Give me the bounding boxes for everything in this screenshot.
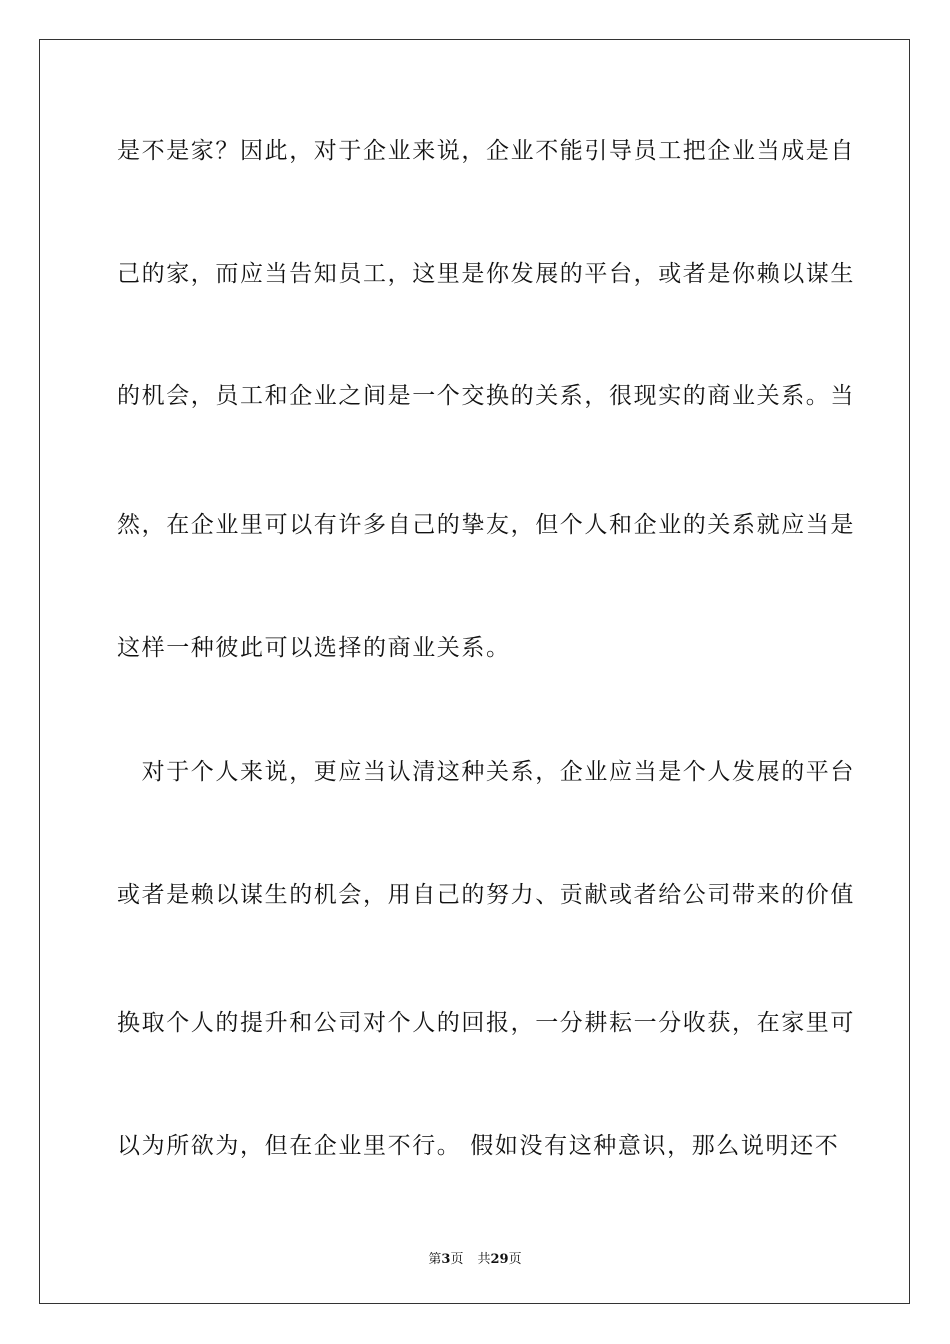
page-number: 3: [441, 1252, 451, 1267]
page-suffix: 页: [450, 1252, 464, 1267]
total-prefix: 共: [477, 1252, 491, 1267]
body-text-line-8: 换取个人的提升和公司对个人的回报，一分耕耘一分收获，在家里可: [117, 1010, 855, 1036]
body-text-line-7: 或者是赖以谋生的机会，用自己的努力、贡献或者给公司带来的价值: [117, 882, 855, 908]
total-suffix: 页: [508, 1252, 522, 1267]
page-frame: [39, 39, 910, 1304]
body-text-line-1: 是不是家？因此，对于企业来说，企业不能引导员工把企业当成是自: [117, 138, 855, 164]
body-text-line-3: 的机会，员工和企业之间是一个交换的关系，很现实的商业关系。当: [117, 383, 855, 409]
body-text-line-9: 以为所欲为，但在企业里不行。 假如没有这种意识，那么说明还不: [117, 1133, 840, 1159]
body-text-line-6: 对于个人来说，更应当认清这种关系，企业应当是个人发展的平台: [117, 759, 855, 785]
page-prefix: 第: [428, 1252, 442, 1267]
body-text-line-5: 这样一种彼此可以选择的商业关系。: [117, 635, 511, 661]
body-text-line-2: 己的家，而应当告知员工，这里是你发展的平台，或者是你赖以谋生: [117, 261, 855, 287]
total-pages: 29: [490, 1252, 509, 1267]
page-footer: [0, 1248, 950, 1267]
body-text-line-4: 然，在企业里可以有许多自己的挚友，但个人和企业的关系就应当是: [117, 512, 855, 538]
